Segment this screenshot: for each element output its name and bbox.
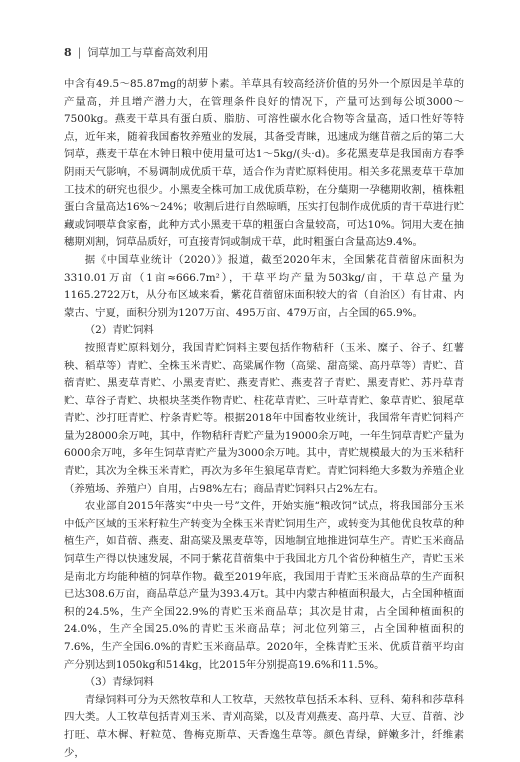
paragraph-silage-types: 按照青贮原料划分，我国青贮饲料主要包括作物秸秆（玉米、糜子、谷子、红薯秧、稻草等）青贮、全株玉米青贮、高粱属作物（高粱、甜高粱、高丹草等）青贮、苜蓿青贮、黑麦草青贮、小黑麦青贮、燕麦青贮、燕麦苕子青贮、黑麦青贮、苏丹草青贮、草谷子青贮、块根块茎类作物青贮、柱花草青贮、三叶草青贮、象草青贮、狼尾草青贮、沙打旺青贮、柠条青贮等。根据2018年中国畜牧业统计，我国常年青贮饲料产量为28000余万吨，其中，作物秸秆青贮产量为19000余万吨，一年生饲草青贮产量为6000余万吨，多年生饲草青贮产量为3000余万吨。其中，青贮规模最大的为玉米秸秆青贮，其次为全株玉米青贮，再次为多年生狼尾草青贮。青贮饲料绝大多数为养殖企业（养殖场、养殖户）自用，占98%左右；商品青贮饲料只占2%左右。	[64, 341, 464, 495]
paragraph-green-fodder: 青绿饲料可分为天然牧草和人工牧草，天然牧草包括禾本科、豆科、菊科和莎草科四大类。人工牧草包括青刈玉米、青刈高粱，以及青刈燕麦、高丹草、大豆、苜蓿、沙打旺、草木樨、籽粒苋、鲁梅克斯草、天香逸生草等。颜色青绿，鲜嫩多汁，纤维素少，	[64, 693, 464, 759]
page-number: 8	[64, 46, 72, 59]
running-head	[64, 46, 480, 60]
body-text	[64, 76, 464, 762]
header-separator: |	[77, 46, 82, 59]
paragraph-alfalfa-statistics: 据《中国草业统计（2020）》报道，截至2020年末，全国紫花苜蓿留床面积为3310.01万亩（1亩≈666.7m²），干草平均产量为503kg/亩，干草总产量为1165.2722万t，从分布区域来看，紫花苜蓿留床面积较大的省（自治区）有甘肃、内蒙古、宁夏，面积分别为1207万亩、495万亩、479万亩，占全国的65.9%。	[64, 253, 464, 319]
paragraph-silage-corn-policy: 农业部自2015年落实“中央一号”文件，开始实施“粮改饲”试点，将我国部分玉米中低产区域的玉米籽粒生产转变为全株玉米青贮饲用生产，或转变为其他优良牧草的种植生产，如苜蓿、燕麦、甜高粱及黑麦草等，因地制宜地推进饲草生产。青贮玉米商品饲草生产得以快速发展，不同于紫花苜蓿集中于我国北方几个省份种植生产，青贮玉米是南北方均能种植的饲草作物。截至2019年底，我国用于青贮玉米商品草的生产面积已达308.6万亩，商品草总产量为393.4万t。其中内蒙古种植面积最大，占全国种植面积的24.5%，生产全国22.9%的青贮玉米商品草；其次是甘肃，占全国种植面积的24.0%，生产全国25.0%的青贮玉米商品草；河北位列第三，占全国种植面积的7.6%，生产全国6.0%的青贮玉米商品草。2020年，全株青贮玉米、优质苜蓿平均亩产分别达到1050kg和514kg，比2015年分别提高19.6%和11.5%。	[64, 500, 464, 671]
book-title: 饲草加工与草畜高效利用	[87, 46, 209, 59]
paragraph-grass-carotene-and-hay: 中含有49.5～85.87mg的胡萝卜素。羊草具有较高经济价值的另外一个原因是羊草的产量高，并且增产潜力大，在管理条件良好的情况下，产量可达到每公顷3000～7500kg。燕麦干草具有蛋白质、脂肪、可溶性碳水化合物等含量高，适口性好等特点，近年来，随着我国畜牧养殖业的发展，其备受青睐，迅速成为继苜蓿之后的第二大饲草，燕麦干草在木钟日粮中使用量可达1～5kg/(头·d)。多花黑麦草是我国南方春季阴雨天气影响，不易调制成优质干草，适合作为青贮原料使用。相关多花黑麦草干草加工技术的研究也很少。小黑麦全株可加工成优质草粉，在分蘖期一孕穗期收割，植株粗蛋白含量高达16%～24%；收割后进行自然晾晒，压实打包制作成优质的青干草进行贮藏或饲喂草食家畜，此种方式小黑麦干草的粗蛋白含量较高，可达10%。饲用大麦在抽穗期刈割，饲草品质好，可直接青饲或制成干草，此时粗蛋白含量高达9.4%。	[64, 78, 464, 249]
section-heading-silage: （2）青贮饲料	[84, 324, 154, 337]
section-heading-green-fodder: （3）青绿饲料	[84, 676, 154, 689]
